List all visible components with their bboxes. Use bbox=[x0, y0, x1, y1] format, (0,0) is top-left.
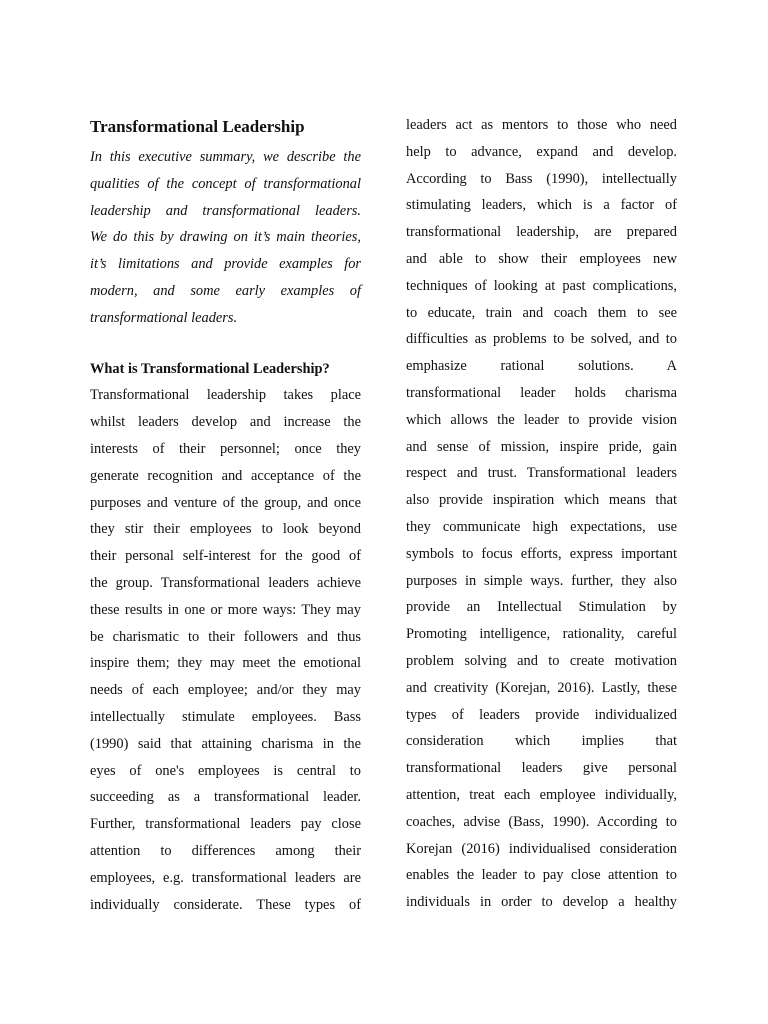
body-line: whilst leaders develop and increase the bbox=[90, 414, 361, 431]
executive-summary bbox=[90, 144, 361, 332]
body-line: respect and trust. Transformational leaders bbox=[406, 465, 677, 482]
body-line: transformational leader holds charisma bbox=[406, 384, 677, 401]
body-line: they communicate high expectations, use bbox=[406, 518, 677, 535]
body-line: purposes in simple ways. further, they also bbox=[406, 572, 677, 589]
body-line: these results in one or more ways: They may bbox=[90, 601, 361, 618]
abstract-line: transformational leaders. bbox=[90, 309, 238, 326]
body-line: individuals in order to develop a healthy bbox=[406, 894, 677, 911]
body-line: intellectually stimulate employees. Bass bbox=[90, 708, 361, 725]
body-line: succeeding as a transformational leader. bbox=[90, 789, 361, 806]
body-line: enables the leader to pay close attention to bbox=[406, 867, 677, 884]
spacer bbox=[90, 332, 361, 356]
body-line: which allows the leader to provide vision bbox=[406, 411, 677, 428]
body-line: help to advance, expand and develop. bbox=[406, 143, 677, 160]
body-line: eyes of one's employees is central to bbox=[90, 762, 361, 779]
body-line: coaches, advise (Bass, 1990). According to bbox=[406, 813, 677, 830]
abstract-line: We do this by drawing on it’s main theories, bbox=[90, 229, 361, 246]
abstract-line: modern, and some early examples of bbox=[90, 282, 361, 299]
left-column bbox=[90, 112, 361, 918]
left-body-text bbox=[90, 382, 361, 918]
body-line: types of leaders provide individualized bbox=[406, 706, 677, 723]
body-line: needs of each employee; and/or they may bbox=[90, 682, 361, 699]
body-line: emphasize rational solutions. A bbox=[406, 358, 677, 375]
body-line: According to Bass (1990), intellectually bbox=[406, 170, 677, 187]
body-line: interests of their personnel; once they bbox=[90, 440, 361, 457]
body-line: (1990) said that attaining charisma in the bbox=[90, 735, 361, 752]
right-column bbox=[406, 112, 677, 916]
body-line: attention to differences among their bbox=[90, 842, 361, 859]
body-line: stimulating leaders, which is a factor of bbox=[406, 197, 677, 214]
abstract-line: qualities of the concept of transformational bbox=[90, 175, 361, 192]
body-line: Further, transformational leaders pay close bbox=[90, 816, 361, 833]
body-line: transformational leaders give personal bbox=[406, 760, 677, 777]
body-line: transformational leadership, are prepared bbox=[406, 224, 677, 241]
body-line: Promoting intelligence, rationality, careful bbox=[406, 626, 677, 643]
body-line: techniques of looking at past complications, bbox=[406, 277, 677, 294]
section-heading: What is Transformational Leadership? bbox=[90, 360, 330, 377]
body-line: purposes and venture of the group, and once bbox=[90, 494, 361, 511]
body-line: attention, treat each employee individually, bbox=[406, 786, 677, 803]
body-line: generate recognition and acceptance of the bbox=[90, 467, 361, 484]
body-line: difficulties as problems to be solved, and to bbox=[406, 331, 677, 348]
body-line: inspire them; they may meet the emotional bbox=[90, 655, 361, 672]
body-line: employees, e.g. transformational leaders are bbox=[90, 869, 361, 886]
abstract-line: it’s limitations and provide examples for bbox=[90, 256, 361, 273]
abstract-line: In this executive summary, we describe the bbox=[90, 149, 361, 165]
abstract-line: leadership and transformational leaders. bbox=[90, 202, 361, 219]
body-line: be charismatic to their followers and thus bbox=[90, 628, 361, 645]
body-line: to educate, train and coach them to see bbox=[406, 304, 677, 321]
body-line: and creativity (Korejan, 2016). Lastly, these bbox=[406, 679, 677, 696]
body-line: symbols to focus efforts, express important bbox=[406, 545, 677, 562]
body-line: also provide inspiration which means that bbox=[406, 492, 677, 509]
body-line: Korejan (2016) individualised consideration bbox=[406, 840, 677, 857]
body-line: problem solving and to create motivation bbox=[406, 652, 677, 669]
body-line: their personal self-interest for the good of bbox=[90, 548, 361, 565]
body-line: and sense of mission, inspire pride, gain bbox=[406, 438, 677, 455]
body-line: individually considerate. These types of bbox=[90, 896, 361, 913]
document-title: Transformational Leadership bbox=[90, 117, 305, 136]
body-line: Transformational leadership takes place bbox=[90, 387, 361, 404]
body-line: provide an Intellectual Stimulation by bbox=[406, 599, 677, 616]
body-line: and able to show their employees new bbox=[406, 250, 677, 267]
body-line: consideration which implies that bbox=[406, 733, 677, 750]
body-line: they stir their employees to look beyond bbox=[90, 521, 361, 538]
right-body-text bbox=[406, 112, 677, 916]
body-line: the group. Transformational leaders achieve bbox=[90, 574, 361, 591]
body-line: leaders act as mentors to those who need bbox=[406, 117, 677, 133]
